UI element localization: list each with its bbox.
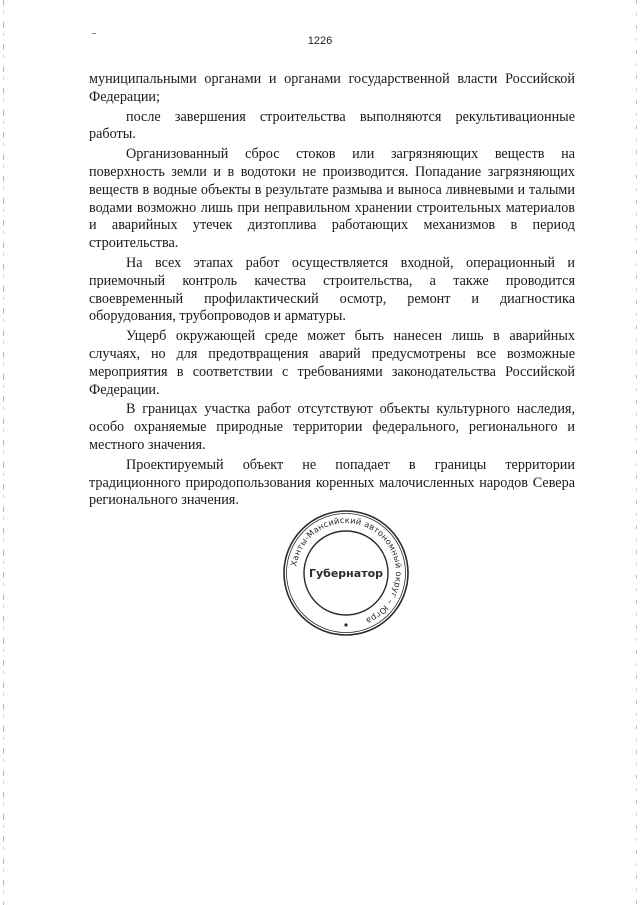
scan-edge-right <box>636 0 637 905</box>
scan-edge-left <box>3 0 4 905</box>
paragraph-1: муниципальными органами и органами государственной власти Российской Федерации; <box>89 71 575 105</box>
paragraph-4: На всех этапах работ осуществляется входной, операционный и приемочный контроль качества строительства, а также проводится своевременный профилактический осмотр, ремонт и диагностика оборудования, трубопроводов и арматуры. <box>89 254 575 325</box>
document-body <box>89 71 575 512</box>
stamp-star-mark <box>344 623 347 626</box>
page-number: 1226 <box>307 35 333 47</box>
official-stamp <box>281 508 411 638</box>
paragraph-7: Проектируемый объект не попадает в границы территории традиционного природопользования коренных малочисленных народов Севера регионального значения. <box>89 456 575 509</box>
stamp-center-text: Губернатор <box>308 567 384 580</box>
stamp-ring-text: Ханты-Мансийский автономный округ – Югра <box>288 514 405 627</box>
paragraph-2: после завершения строительства выполняются рекультивационные работы. <box>89 108 575 143</box>
scan-mark <box>92 33 96 34</box>
paragraph-3: Организованный сброс стоков или загрязняющих веществ на поверхность земли и в водотоки не производится. Попадание загрязняющих веществ в водные объекты в результате размыва и выноса ливневыми и талыми водами возможно лишь при неправильном хранении строительных материалов и аварийных утечек дизтоплива работающих механизмов в период строительства. <box>89 146 575 252</box>
paragraph-5: Ущерб окружающей среде может быть нанесен лишь в аварийных случаях, но для предотвращения аварий предусмотрены все возможные мероприятия в соответствии с требованиями законодательства Российской Федерации. <box>89 328 575 398</box>
paragraph-6: В границах участка работ отсутствуют объекты культурного наследия, особо охраняемые природные территории федерального, регионального и местного значения. <box>89 401 575 453</box>
